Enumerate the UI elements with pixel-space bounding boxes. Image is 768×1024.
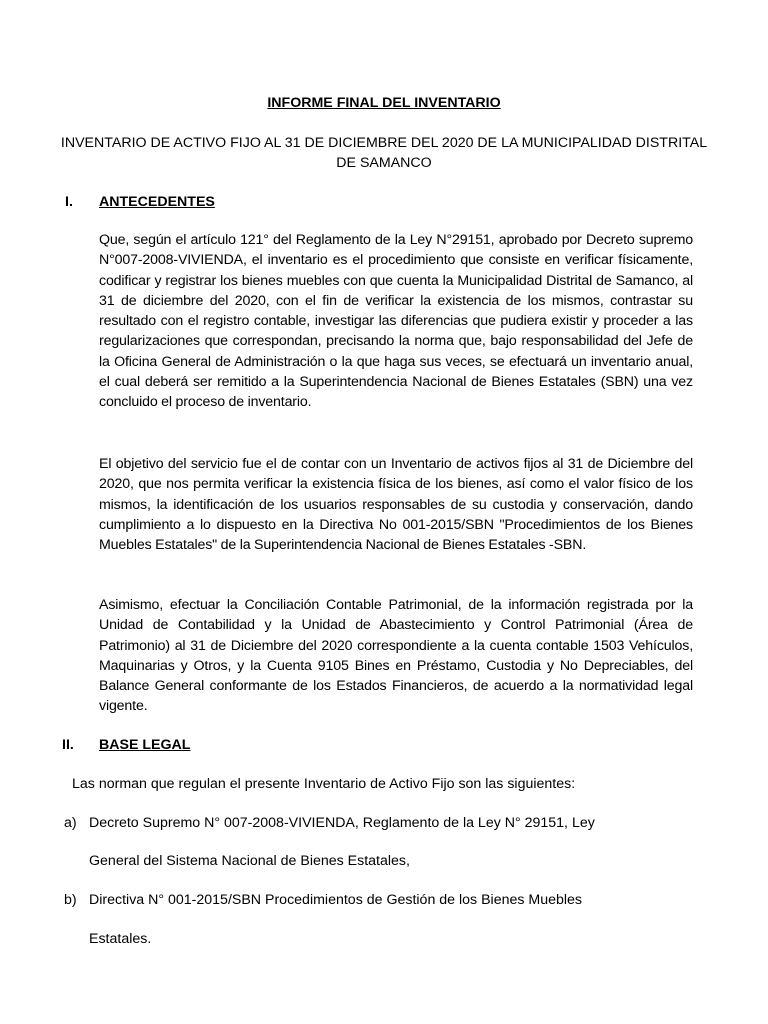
section1-paragraph-2: El objetivo del servicio fue el de contar con un Inventario de activos fijos al 31 de Diciembre del 2020, que nos permita verificar la existencia física de los bienes, así como el valor físico de los mismos, la identificación de los usuarios responsables de su custodia y conservación, dando cumplimiento a lo dispuesto en la Directiva No 001-2015/SBN "Procedimientos de los Bienes Muebles Estatales" de la Superintendencia Nacional de Bienes Estatales -SBN. <box>99 456 693 554</box>
section2-number: II. <box>62 737 74 753</box>
list-item-a-line2: General del Sistema Nacional de Bienes Estatales, <box>89 853 410 869</box>
list-item-a-marker: a) <box>64 815 77 831</box>
document-subtitle-line1: INVENTARIO DE ACTIVO FIJO AL 31 DE DICIEMBRE DEL 2020 DE LA MUNICIPALIDAD DISTRITAL <box>60 135 708 151</box>
list-item-b-line2: Estatales. <box>89 931 152 947</box>
document-subtitle-line2: DE SAMANCO <box>336 155 432 171</box>
section2-intro: Las norman que regulan el presente Inventario de Activo Fijo son las siguientes: <box>72 776 576 792</box>
list-item-a-line1: Decreto Supremo N° 007-2008-VIVIENDA, Reglamento de la Ley N° 29151, Ley <box>89 815 595 831</box>
section1-paragraph-1: Que, según el artículo 121° del Reglamento de la Ley N°29151, aprobado por Decreto supremo N°007-2008-VIVIENDA, el inventario es el procedimiento que consiste en verificar físicamente, codificar y registrar los bienes muebles con que cuenta la Municipalidad Distrital de Samanco, al 31 de diciembre del 2020, con el fin de verificar la existencia de los mismos, contrastar su resultado con el registro contable, investigar las diferencias que pudiera existir y proceder a las regularizaciones que correspondan, precisando la norma que, bajo responsabilidad del Jefe de la Oficina General de Administración o la que haga sus veces, se efectuará un inventario anual, el cual deberá ser remitido a la Superintendencia Nacional de Bienes Estatales (SBN) una vez concluido el proceso de inventario. <box>99 232 693 411</box>
list-item-b-marker: b) <box>64 892 77 908</box>
section1-heading: ANTECEDENTES <box>99 194 215 210</box>
section1-number: I. <box>65 194 73 210</box>
document-title: INFORME FINAL DEL INVENTARIO <box>267 95 501 111</box>
list-item-b-line1: Directiva N° 001-2015/SBN Procedimientos de Gestión de los Bienes Muebles <box>89 892 583 908</box>
section1-paragraph-3: Asimismo, efectuar la Conciliación Contable Patrimonial, de la información registrada por la Unidad de Contabilidad y la Unidad de Abastecimiento y Control Patrimonial (Área de Patrimonio) al 31 de Diciembre del 2020 correspondiente a la cuenta contable 1503 Vehículos, Maquinarias y Otros, y la Cuenta 9105 Bines en Préstamo, Custodia y No Depreciables, del Balance General conformante de los Estados Financieros, de acuerdo a la normatividad legal vigente. <box>99 597 693 715</box>
section2-heading: BASE LEGAL <box>99 737 191 753</box>
